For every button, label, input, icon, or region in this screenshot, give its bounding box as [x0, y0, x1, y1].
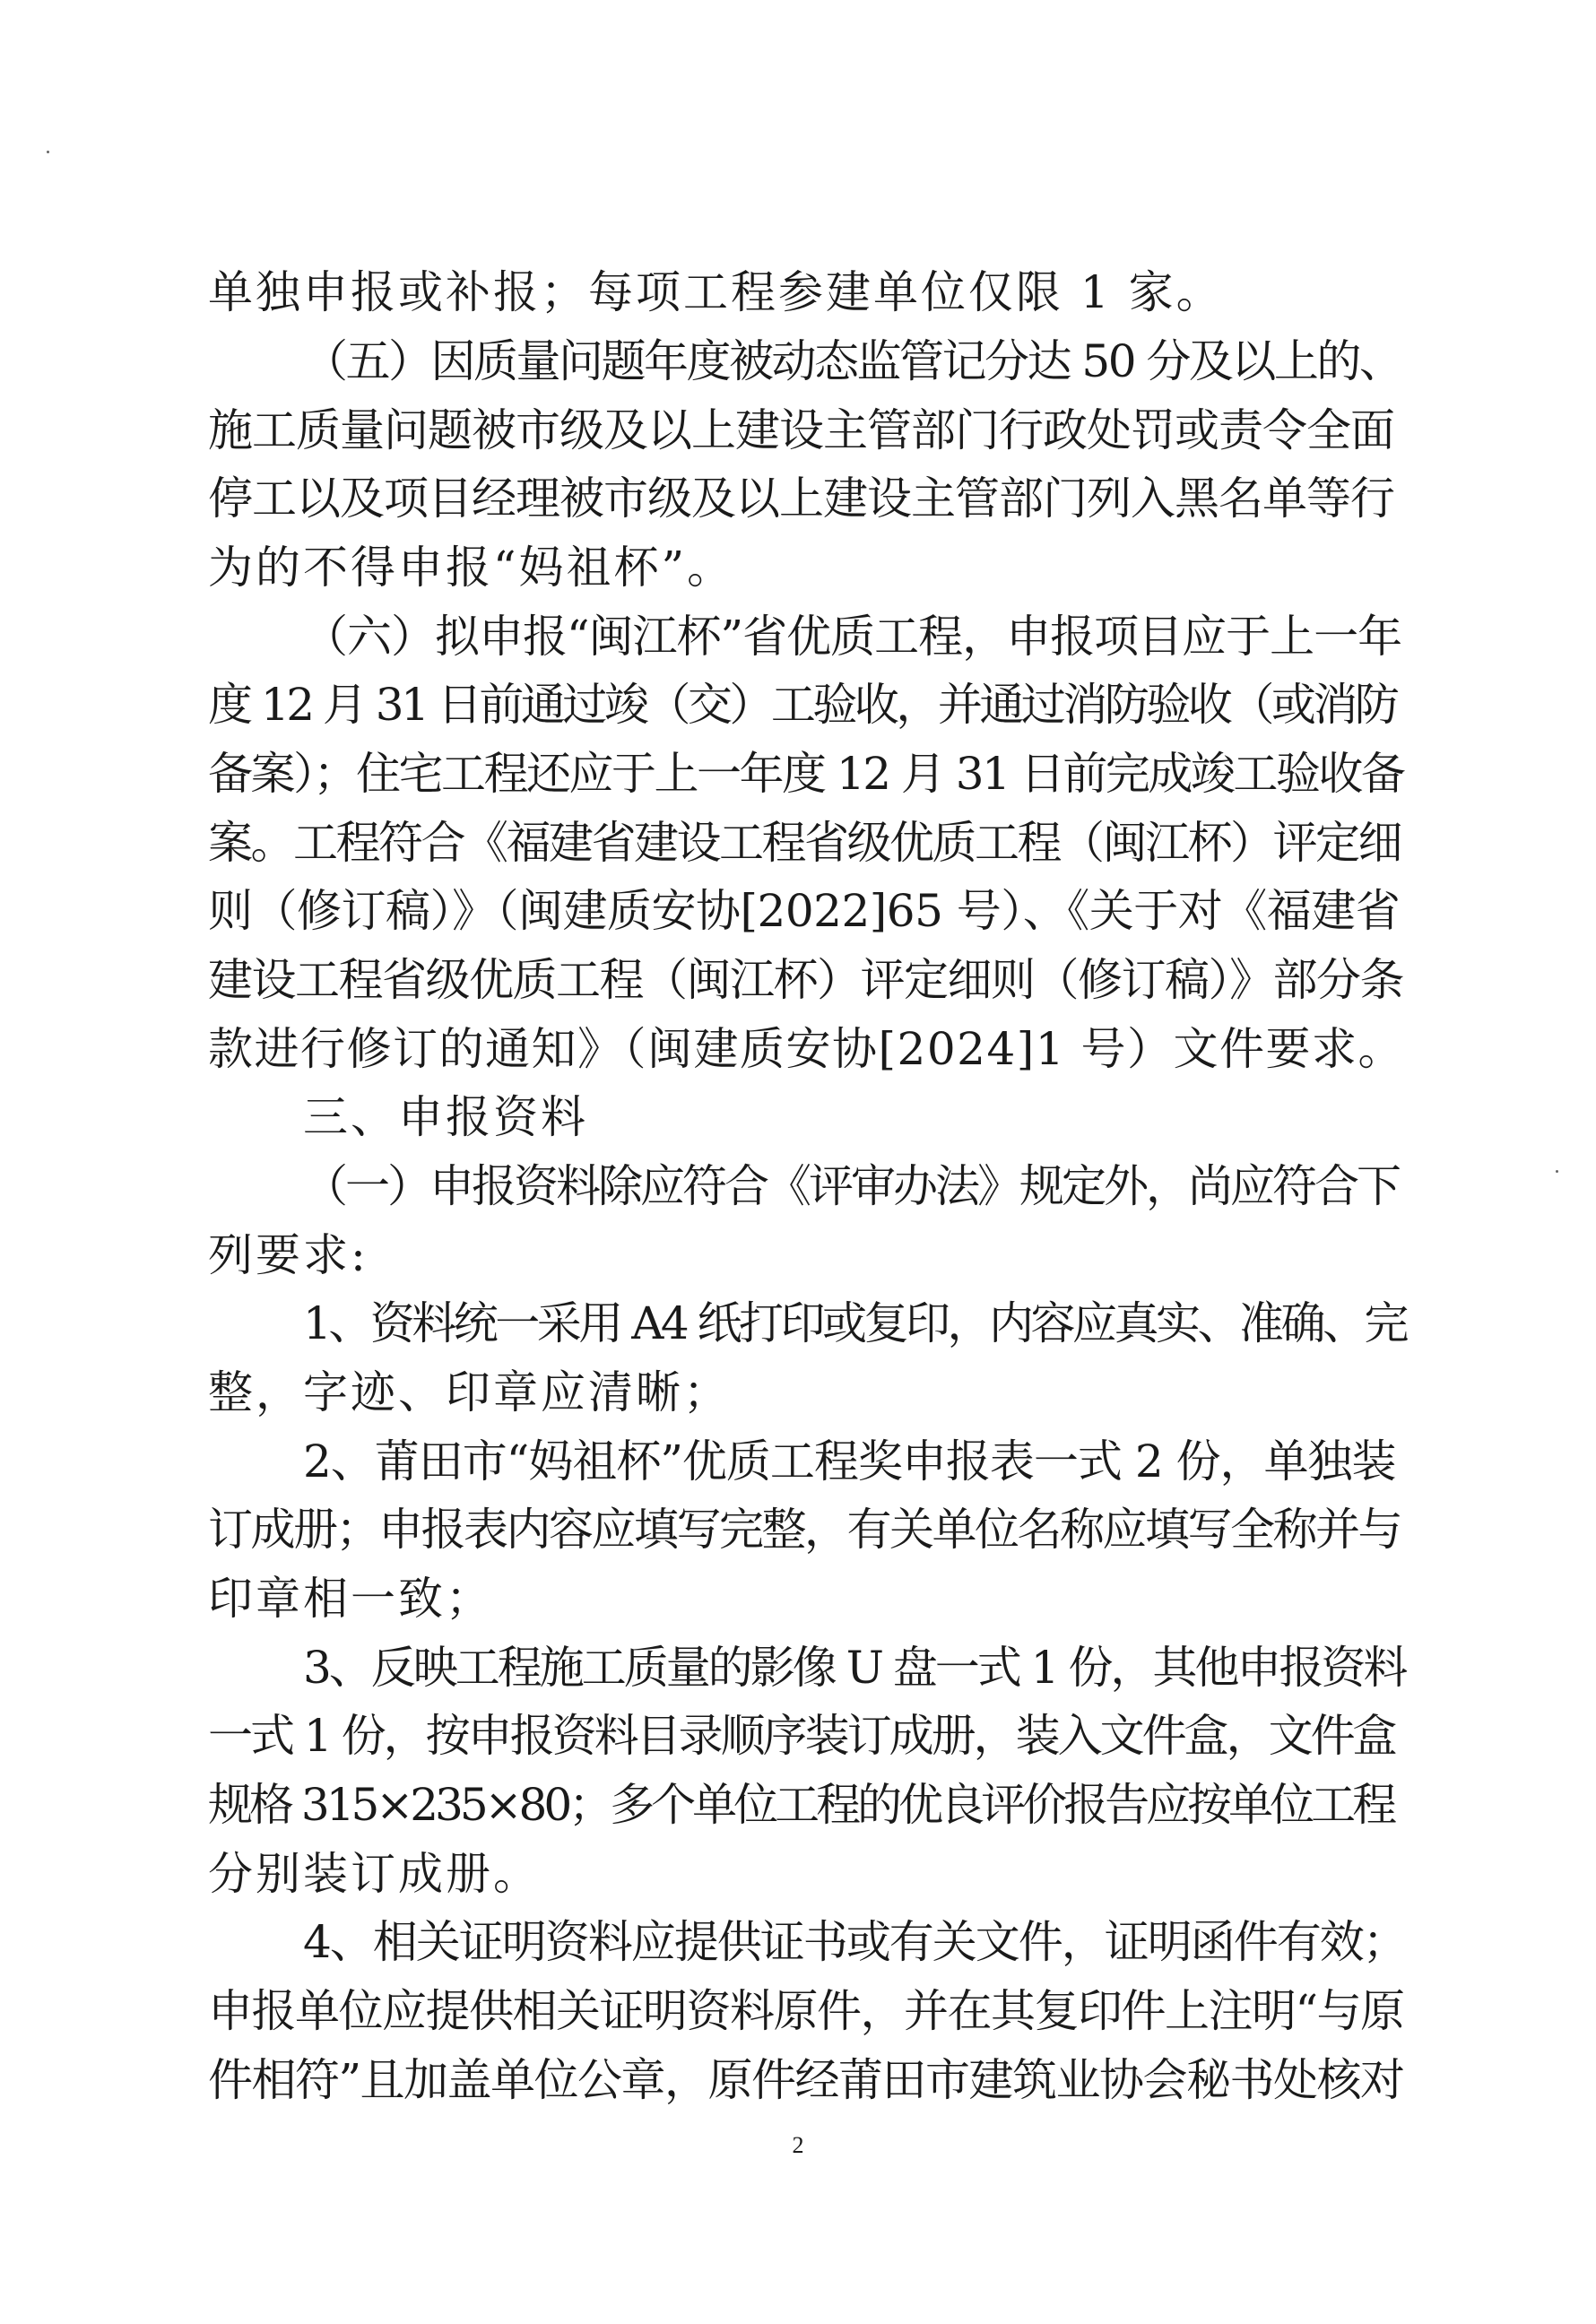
text-line: 印章相一致；: [208, 1573, 493, 1625]
text-line: （一）申报资料除应符合《评审办法》规定外，尚应符合下: [303, 1160, 1399, 1212]
text-line: 列要求:: [208, 1229, 369, 1281]
text-line: 款进行修订的通知》（闽建质安协[2024]1 号）文件要求。: [208, 1023, 1404, 1075]
text-line: （五）因质量问题年度被动态监管记分达 50 分及以上的、: [303, 335, 1402, 387]
text-line: （六）拟申报“闽江杯”省优质工程，申报项目应于上一年: [303, 611, 1402, 663]
text-line: 4、相关证明资料应提供证书或有关文件，证明函件有效；: [303, 1916, 1406, 1968]
text-line: 备案）；住宅工程还应于上一年度 12 月 31 日前完成竣工验收备: [208, 748, 1404, 800]
page-number: 2: [792, 2132, 804, 2158]
scan-speck: [47, 151, 49, 153]
text-line: 为的不得申报“妈祖杯”。: [208, 542, 735, 594]
text-line: 分别装订成册。: [208, 1848, 541, 1900]
text-line: 建设工程省级优质工程（闽江杯）评定细则（修订稿）》部分条: [208, 954, 1403, 1006]
text-line: 2、莆田市“妈祖杯”优质工程奖申报表一式 2 份，单独装: [303, 1435, 1396, 1487]
text-line: 案。工程符合《福建省建设工程省级优质工程（闽江杯）评定细: [208, 817, 1401, 869]
text-line: 一式 1 份，按申报资料目录顺序装订成册，装入文件盒，文件盒: [208, 1710, 1395, 1762]
text-line: 1、资料统一采用 A4 纸打印或复印，内容应真实、准确、完: [303, 1297, 1407, 1349]
section-heading: 三、申报资料: [303, 1091, 588, 1143]
scan-speck: [1556, 1170, 1558, 1173]
text-line: 施工质量问题被市级及以上建设主管部门行政处罚或责令全面: [208, 404, 1394, 456]
text-line: 申报单位应提供相关证明资料原件，并在其复印件上注明“与原: [208, 1985, 1404, 2037]
text-line: 3、反映工程施工质量的影像 U 盘一式 1 份，其他申报资料: [303, 1642, 1406, 1694]
text-line: 订成册；申报表内容应填写完整，有关单位名称应填写全称并与: [208, 1504, 1401, 1556]
text-line: 规格 315×235×80；多个单位工程的优良评价报告应按单位工程: [208, 1779, 1394, 1831]
text-line: 整，字迹、印章应清晰；: [208, 1366, 731, 1418]
text-line: 则（修订稿）》（闽建质安协[2022]65 号）、《关于对《福建省: [208, 885, 1401, 937]
text-line: 单独申报或补报；每项工程参建单位仅限 1 家。: [208, 266, 1224, 318]
text-line: 停工以及项目经理被市级及以上建设主管部门列入黑名单等行: [208, 473, 1394, 525]
text-line: 度 12 月 31 日前通过竣（交）工验收，并通过消防验收（或消防: [208, 679, 1397, 731]
text-line: 件相符”且加盖单位公章，原件经莆田市建筑业协会秘书处核对: [208, 2054, 1404, 2106]
